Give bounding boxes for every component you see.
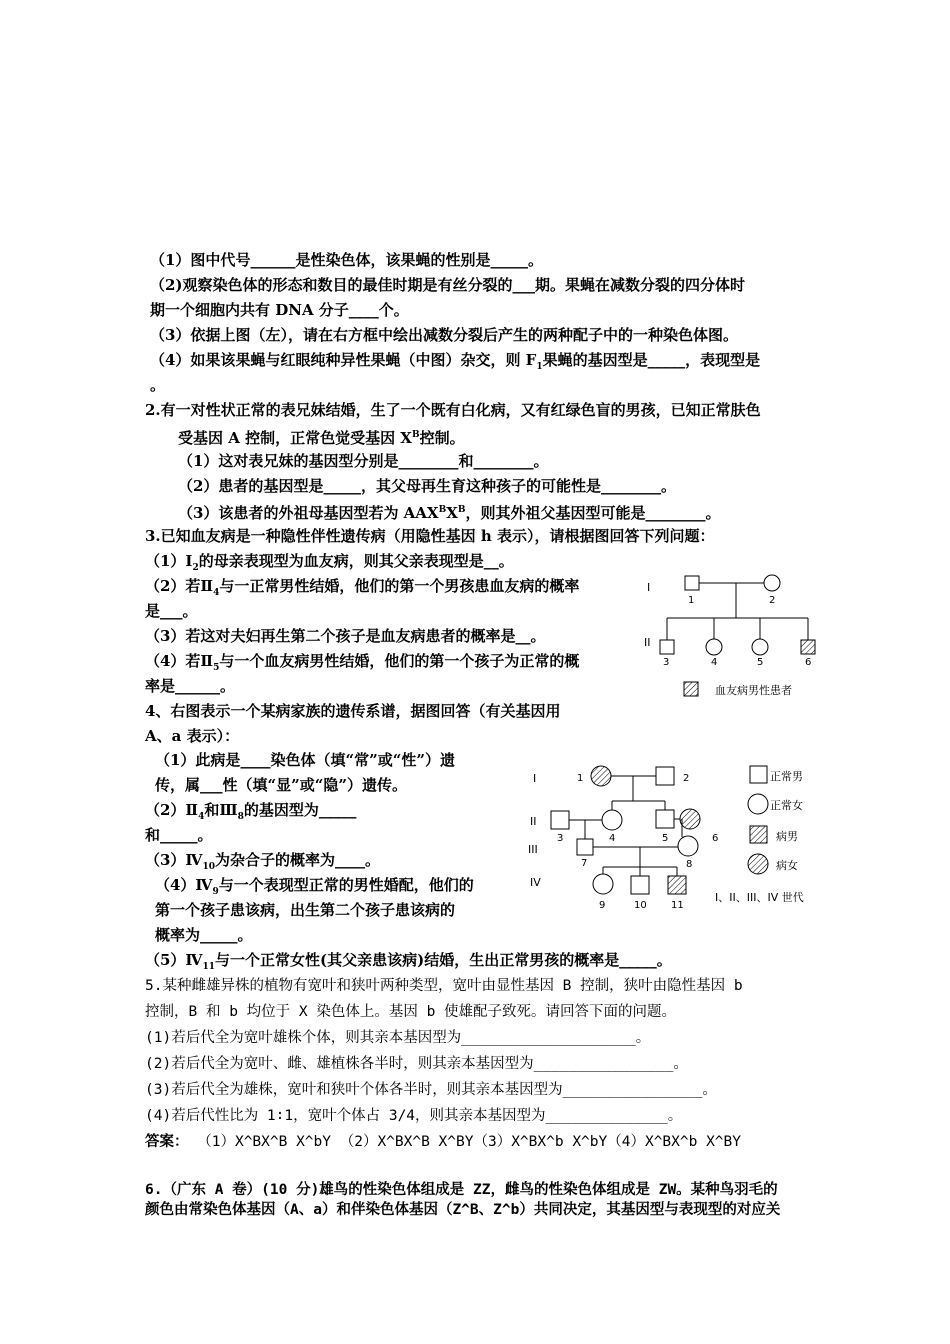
q1-part4-line1: （4）如果该果蝇与红眼纯种异性果蝇（中图）杂交，则 $F_1$果蝇的基因型是_____，表现型是 [150,351,761,372]
svg-text:9: 9 [599,900,606,911]
ii6-affected-male [801,640,815,654]
svg-text:3: 3 [663,657,670,668]
gen-label-2: II [644,636,651,649]
legend-normal-male-symbol [750,766,767,783]
q2-part1: （1）这对表兄妹的基因型分别是________和________。 [178,452,549,470]
svg-text:5: 5 [757,657,764,668]
svg-text:10: 10 [634,900,647,911]
svg-text:11: 11 [671,900,684,911]
q4-part1-line1: （1）此病是____染色体（填“常”或“性”）遗 [155,751,455,769]
svg-text:5: 5 [662,833,669,844]
q5-part2: (2)若后代全为宽叶、雌、雄植株各半时，则其亲本基因型为________________。 [145,1056,688,1072]
ii6-affected-female [680,809,700,829]
q2-stem-line1: 2.有一对性状正常的表兄妹结婚，生了一个既有白化病，又有红绿色盲的男孩，已知正常肤色 [145,401,761,419]
svg-text:1: 1 [688,595,695,606]
svg-text:2: 2 [769,595,776,606]
q4-part5: $(5)Ⅳ_{11}$与一个正常女性(其父亲患该病)结婚，生出正常男孩的概率是_____。 [145,951,672,972]
legend-normal-female-symbol [748,794,768,814]
svg-text:I: I [533,772,537,785]
i1-male [685,576,699,590]
ii5-male [656,810,674,828]
ii3-male [660,640,674,654]
q5-stem-line1: 5.某种雌雄异株的植物有宽叶和狭叶两种类型，宽叶由显性基因 B 控制，狭叶由隐性基因 b [145,978,743,994]
q2-part3: （3）该患者的外祖母基因型若为 $AAX^BX^B$，则其外祖父基因型可能是________。 [178,504,721,522]
svg-text:病女: 病女 [776,859,798,872]
svg-text:病男: 病男 [776,830,798,843]
q5-stem-line2: 控制，B 和 b 均位于 X 染色体上。基因 b 使雄配子致死。请回答下面的问题。 [145,1004,677,1020]
q3-stem: 3.已知血友病是一种隐性伴性遗传病（用隐性基因 h 表示），请根据图回答下列问题： [145,527,715,545]
iv9-female [593,874,613,894]
q2-stem-line2: 受基因 A 控制，正常色觉受基因 $X^B$控制。 [178,429,465,447]
q5-answer-label: 答案： [145,1134,189,1150]
q2-part2: （2）患者的基因型是_____，其父母再生育这种孩子的可能性是________。 [178,477,676,495]
q5-part1: (1)若后代全为宽叶雄株个体，则其亲本基因型为____________________。 [145,1030,651,1046]
q1-part1: （1）图中代号______是性染色体，该果蝇的性别是_____。 [150,251,543,269]
svg-text:II: II [530,815,537,828]
hemophilia-pedigree-figure [640,570,830,705]
q1-part2-line2: 期一个细胞内共有 DNA 分子____个。 [150,301,409,319]
legend-sick-female-symbol [748,854,768,874]
q5-part3: (3)若后代全为雄株，宽叶和狭叶个体各半时，则其亲本基因型为________________。 [145,1082,717,1098]
iv10-male [631,876,649,894]
i2-female [764,575,780,591]
legend-affected-male-symbol [684,682,698,696]
q1-part2-line1: （2)观察染色体的形态和数目的最佳时期是有丝分裂的___期。果蝇在减数分裂的四分体时 [150,276,746,294]
iii8-female [678,836,698,856]
q4-part2: $(2)Ⅱ_4$和$Ⅲ_8$的基因型为_____ [145,801,357,822]
legend-label: 血友病男性患者 [715,684,792,697]
svg-text:1: 1 [577,773,584,784]
ii3-male [551,811,569,829]
iv11-affected-male [668,876,686,894]
q4-stem-line2: A、a 表示）： [145,727,240,745]
svg-text:4: 4 [711,657,718,668]
q4-part1-line2: 传，属___性（填“显”或“隐”）遗传。 [155,776,408,794]
q4-stem-line1: 4、右图表示一个某病家族的遗传系谱，据图回答（有关基因用 [145,702,561,720]
q4-part4-line3: 概率为_____。 [155,926,253,944]
svg-text:3: 3 [557,833,564,844]
i1-affected-female [591,766,611,786]
q5-part4: (4)若后代性比为 1∶1，宽叶个体占 3/4，则其亲本基因型为______________。 [145,1108,683,1124]
q4-part2-line2: 和_____。 [145,826,213,844]
q5-answer [145,1132,741,1152]
svg-text:8: 8 [686,859,693,870]
svg-text:I、II、III、IV 世代: I、II、III、IV 世代 [715,891,804,904]
q4-part4-line2: 第一个孩子患该病，出生第二个孩子患该病的 [155,901,456,919]
ii4-female [602,810,622,830]
q3-part2-line2: 是___。 [145,602,198,620]
q6-line2: 颜色由常染色体基因（A、a）和伴染色体基因（Z^B、Z^b）共同决定，其基因型与表现型的对应关 [145,1202,781,1218]
ii4-female [706,639,722,655]
i2-male [656,767,674,785]
svg-text:III: III [528,843,538,856]
q4-part3: $(3)Ⅳ_{10}$为杂合子的概率为____。 [145,851,381,872]
q1-part4-line2: 。 [150,376,166,394]
svg-text:正常女: 正常女 [770,799,803,812]
gen-label-1: I [647,581,651,594]
q3-part4: （4）若$Ⅱ_5$与一个血友病男性结婚，他们的第一个孩子为正常的概 [145,652,580,673]
family-pedigree-figure [525,755,825,920]
q3-part2: （2）若$Ⅱ_4$与一正常男性结婚，他们的第一个男孩患血友病的概率 [145,577,580,598]
q3-part4-line2: 率是______。 [145,677,236,695]
q5-answer-text: （1）X^BX^B X^bY （2）X^BX^B X^BY（3）X^BX^b X^bY（4）X^BX^b X^BY [197,1134,741,1150]
legend-sick-male-symbol [750,826,767,843]
q4-part4-line1: $(4)Ⅳ_9$与一个表现型正常的男性婚配，他们的 [155,876,474,897]
svg-text:6: 6 [805,657,812,668]
iii7-male [577,839,593,855]
q6-line1: 6.（广东 A 卷）(10 分)雄鸟的性染色体组成是 ZZ，雌鸟的性染色体组成是 ZW。某种鸟羽毛的 [145,1182,778,1198]
svg-text:4: 4 [609,833,616,844]
svg-text:7: 7 [581,858,588,869]
svg-text:正常男: 正常男 [770,770,803,783]
svg-text:2: 2 [683,773,690,784]
svg-text:6: 6 [712,833,719,844]
q3-part3: （3）若这对夫妇再生第二个孩子是血友病患者的概率是__。 [145,627,546,645]
svg-text:IV: IV [530,876,541,889]
ii5-female [752,639,768,655]
q3-part1: $(1)Ⅰ_2$的母亲表现型为血友病，则其父亲表现型是__。 [145,552,514,573]
q1-part3: （3）依据上图（左），请在右方框中绘出减数分裂后产生的两种配子中的一种染色体图。 [150,326,738,344]
